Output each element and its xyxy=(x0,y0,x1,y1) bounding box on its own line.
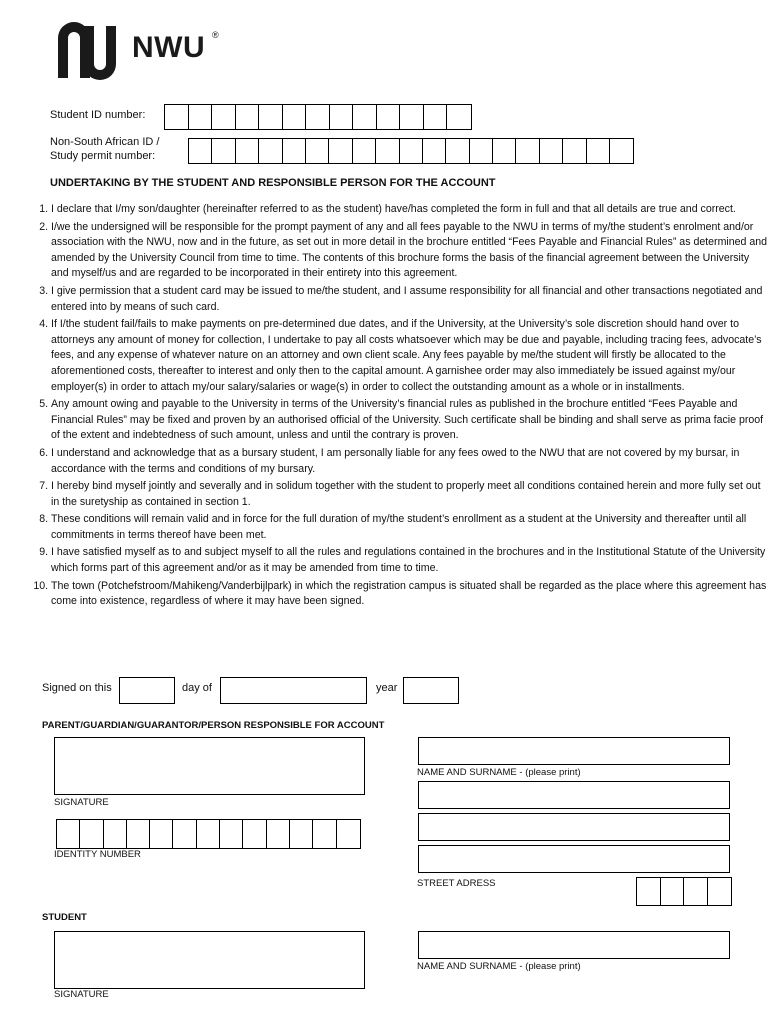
logo-text: NWU xyxy=(132,31,206,64)
guardian-name-field[interactable] xyxy=(418,737,730,765)
undertaking-heading: UNDERTAKING BY THE STUDENT AND RESPONSIBLE PERSON FOR THE ACCOUNT xyxy=(50,177,496,189)
nwu-emblem-icon xyxy=(54,18,124,84)
student-signature-label: SIGNATURE xyxy=(54,989,109,1000)
year-label: year xyxy=(376,682,398,694)
non-sa-id-label-line2: Study permit number: xyxy=(50,150,156,162)
signed-year-field[interactable] xyxy=(403,677,459,704)
student-id-boxes[interactable] xyxy=(164,104,472,130)
term-item: 4. If I/the student fail/fails to make payments on pre-determined due dates, and if the University, at the University’s sole discretion should hand over to attorneys any amount of money for collection, I undertake to pay all costs whatsoever which may be due and payable, including tracing fees, advocate’s fees, and any expense of whatever nature on an attorney and own client scale. Any fees payable by me/the student will firstly be allocated to the aforementioned costs, thereafter to interest and only then to the capital amount. A garnishee order may also immediately be issued against my/our employer(s) in order to attach my/our salary/salaries or wage(s) in order to collect the outstanding amount as a whole or in installments. xyxy=(51,317,768,395)
term-item: 5. Any amount owing and payable to the University in terms of the University’s financial rules as published in the brochure entitled “Fees Payable and Financial Rules” may be fixed and proven by an authorised official of the University. Such certificate shall be binding and shall serve as prima facie proof of the extent and indebtedness of such amount, unless and until the contrary is proven. xyxy=(51,397,768,444)
guardian-identity-boxes[interactable] xyxy=(56,819,361,849)
guardian-name-label: NAME AND SURNAME - (please print) xyxy=(417,767,581,778)
non-sa-id-boxes[interactable] xyxy=(188,138,634,164)
guardian-street-label: STREET ADRESS xyxy=(417,878,496,889)
postal-code-boxes[interactable] xyxy=(636,877,732,906)
term-item: 1. I declare that I/my son/daughter (hereinafter referred to as the student) have/has completed the form in full and that all details are true and correct. xyxy=(51,202,768,218)
term-item: 6. I understand and acknowledge that as a bursary student, I am personally liable for any fees owed to the NWU that are not covered by my bursar, in accordance with the terms and conditions of my bursary. xyxy=(51,446,768,477)
guardian-address-line1[interactable] xyxy=(418,781,730,809)
day-of-label: day of xyxy=(182,682,212,694)
non-sa-id-label xyxy=(50,135,159,163)
student-name-label: NAME AND SURNAME - (please print) xyxy=(417,961,581,972)
guardian-address-line2[interactable] xyxy=(418,813,730,841)
student-id-label: Student ID number: xyxy=(50,109,146,121)
term-item: 2. I/we the undersigned will be responsible for the prompt payment of any and all fees payable to the NWU in terms of my/the student’s enrolment and/or association with the NWU, now and in the future, as set out in more detail in the brochure entitled “Fees Payable and Financial Rules” as determined and amended by the University Council from time to time. The contents of this brochure forms the basis of the financial agreement between the University and myself/us and are regarded to be incorporated in their entirety into this agreement. xyxy=(51,220,768,282)
signed-month-field[interactable] xyxy=(220,677,367,704)
student-heading: STUDENT xyxy=(42,912,87,923)
registered-mark: ® xyxy=(212,30,219,40)
nwu-logo xyxy=(54,18,234,86)
terms-list xyxy=(20,202,768,612)
student-name-field[interactable] xyxy=(418,931,730,959)
guardian-identity-label: IDENTITY NUMBER xyxy=(54,849,141,860)
guardian-address-line3[interactable] xyxy=(418,845,730,873)
term-item: 10. The town (Potchefstroom/Mahikeng/Vanderbijlpark) in which the registration campus is situated shall be regarded as the place where this agreement has come into existence, regardless of where it may have been signed. xyxy=(51,579,768,610)
student-signature-field[interactable] xyxy=(54,931,365,989)
term-item: 8. These conditions will remain valid and in force for the full duration of my/the student’s enrollment as a student at the University and thereafter until all commitments in terms thereof have been met. xyxy=(51,512,768,543)
guardian-signature-field[interactable] xyxy=(54,737,365,795)
guardian-signature-label: SIGNATURE xyxy=(54,797,109,808)
term-item: 3. I give permission that a student card may be issued to me/the student, and I assume responsibility for all financial and other transactions negotiated and entered into by means of such card. xyxy=(51,284,768,315)
signed-on-label: Signed on this xyxy=(42,682,112,694)
non-sa-id-label-line1: Non-South African ID / xyxy=(50,136,160,148)
guardian-heading: PARENT/GUARDIAN/GUARANTOR/PERSON RESPONSIBLE FOR ACCOUNT xyxy=(42,720,385,731)
signed-day-field[interactable] xyxy=(119,677,175,704)
term-item: 7. I hereby bind myself jointly and severally and in solidum together with the student to properly meet all conditions contained herein and more fully set out in the suretyship as contained in section 1. xyxy=(51,479,768,510)
term-item: 9. I have satisfied myself as to and subject myself to all the rules and regulations contained in the brochures and in the Institutional Statute of the University which forms part of this agreement and/or as it may be amended from time to time. xyxy=(51,545,768,576)
